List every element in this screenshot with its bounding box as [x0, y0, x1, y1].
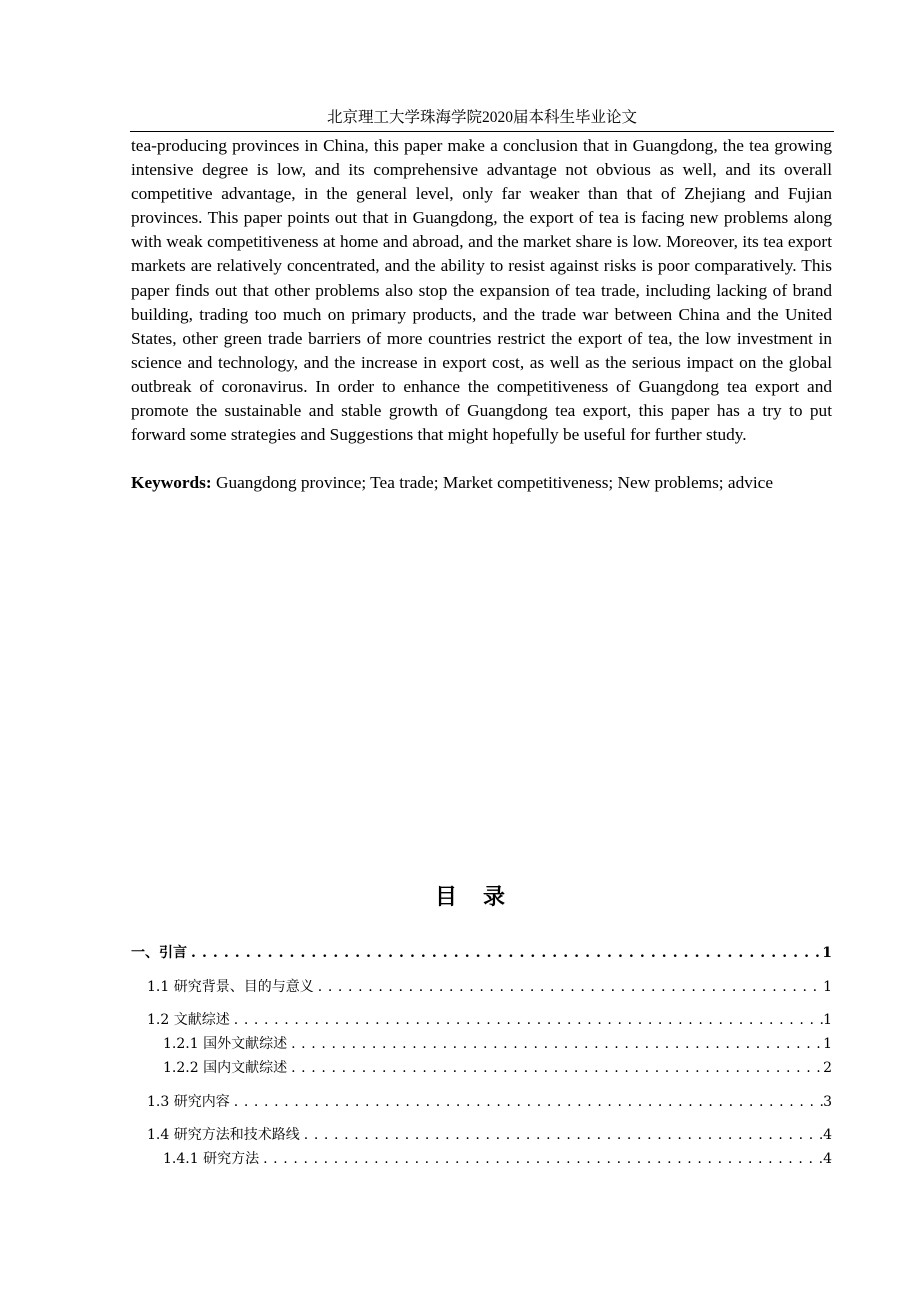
toc-entry-label: 1.4 研究方法和技术路线: [147, 1127, 300, 1143]
toc-entry-page: 1: [823, 1012, 832, 1028]
toc-leader-dots: [287, 1058, 823, 1078]
toc-entry-label: 1.2.1 国外文献综述: [163, 1036, 288, 1052]
toc-entry-page: 1: [823, 1036, 832, 1052]
toc-entry-1-2-2[interactable]: [163, 1058, 832, 1078]
toc-title: 目录: [434, 884, 531, 909]
toc-entry-1-2-1[interactable]: [163, 1034, 832, 1054]
toc-entry-page: 1: [823, 979, 832, 995]
toc-entry-1-4-1[interactable]: [163, 1149, 832, 1169]
toc-entry-page: 4: [823, 1151, 832, 1167]
running-header: 北京理工大学珠海学院2020届本科生毕业论文: [326, 109, 637, 126]
toc-entry-page: 4: [823, 1127, 832, 1143]
abstract-body: tea-producing provinces in China, this paper make a conclusion that in Guangdong, the tea growing intensive degree is low, and its comprehensive advantage not obvious as well, and its overall competitive advantage, in the general level, only far weaker than that of Zhejiang and Fujian provinces. This paper points out that in Guangdong, the export of tea is facing new problems along with weak competitiveness at home and abroad, and the market share is low. Moreover, its tea export markets are relatively concentrated, and the ability to resist against risks is poor comparatively. This paper finds out that other problems also stop the expansion of tea trade, including lacking of brand building, trading too much on primary products, and the trade war between China and the United States, other green trade barriers of more countries restrict the export of tea, the low investment in science and technology, and the increase in export cost, as well as the serious impact on the global outbreak of coronavirus. In order to enhance the competitiveness of Guangdong tea export and promote the sustainable and stable growth of Guangdong tea export, this paper has a try to put forward some strategies and Suggestions that might hopefully be useful for further study.: [131, 136, 832, 445]
keywords-line: [131, 471, 851, 495]
toc-leader-dots: [314, 977, 823, 997]
toc-entry-label: 1.2.2 国内文献综述: [163, 1060, 288, 1076]
toc-leader-dots: [259, 1149, 823, 1169]
toc-entry-introduction[interactable]: [131, 943, 832, 963]
toc-entry-page: 3: [823, 1094, 832, 1110]
toc-leader-dots: [230, 1092, 823, 1112]
keywords-text: Guangdong province; Tea trade; Market competitiveness; New problems; advice: [211, 473, 774, 492]
keywords-label: Keywords:: [131, 473, 212, 492]
toc-entry-label: 1.4.1 研究方法: [163, 1151, 260, 1167]
toc-leader-dots: [230, 1010, 823, 1030]
toc-entry-label: 一、引言: [131, 945, 187, 961]
toc-entry-1-3[interactable]: [147, 1092, 832, 1112]
toc-entry-label: 1.3 研究内容: [147, 1094, 230, 1110]
toc-leader-dots: [287, 1034, 823, 1054]
toc-entry-1-1[interactable]: [147, 977, 832, 997]
toc-entry-1-4[interactable]: [147, 1125, 832, 1145]
toc-entry-page: 1: [822, 945, 832, 961]
header-rule: [130, 131, 834, 132]
toc-entry-1-2[interactable]: [147, 1010, 832, 1030]
toc-entry-page: 2: [823, 1060, 832, 1076]
toc-leader-dots: [300, 1125, 823, 1145]
toc-entry-label: 1.2 文献综述: [147, 1012, 230, 1028]
toc-leader-dots: [187, 943, 822, 963]
toc-entry-label: 1.1 研究背景、目的与意义: [147, 979, 314, 995]
